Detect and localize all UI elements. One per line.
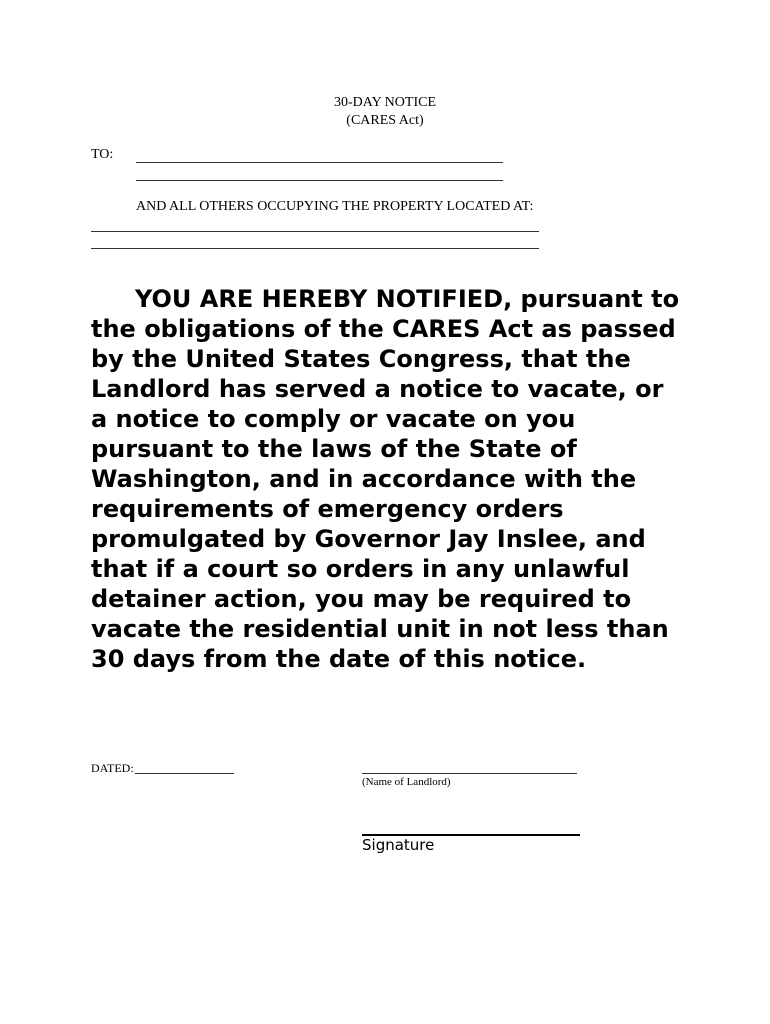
signature-caption: Signature [362, 836, 435, 854]
landlord-name-blank-line [362, 773, 577, 774]
recipient-blank-line-2 [136, 180, 503, 181]
notice-body-text: YOU ARE HEREBY NOTIFIED, pursuant to the obligations of the CARES Act as passed by the United States Congress, that the Landlord has served a notice to vacate, or a notice to comply or vacate on you pursuant to the laws of the State of Washington, and in accordance with the requirements of emergency orders promulgated by Governor Jay Inslee, and that if a court so orders in any unlawful detainer action, you may be required to vacate the residential unit in not less than 30 days from the date of this notice. [91, 285, 680, 673]
dated-label: DATED: [91, 761, 134, 775]
landlord-name-caption: (Name of Landlord) [362, 776, 451, 788]
date-blank-line [135, 773, 234, 774]
document-subtitle: (CARES Act) [346, 113, 424, 128]
recipient-blank-line-1 [136, 162, 503, 163]
address-blank-line-2 [91, 248, 539, 249]
address-blank-line-1 [91, 231, 539, 232]
document-title: 30-DAY NOTICE [333, 95, 436, 110]
others-occupying-label: AND ALL OTHERS OCCUPYING THE PROPERTY LOCATED AT: [136, 199, 534, 214]
to-label: TO: [91, 147, 114, 162]
